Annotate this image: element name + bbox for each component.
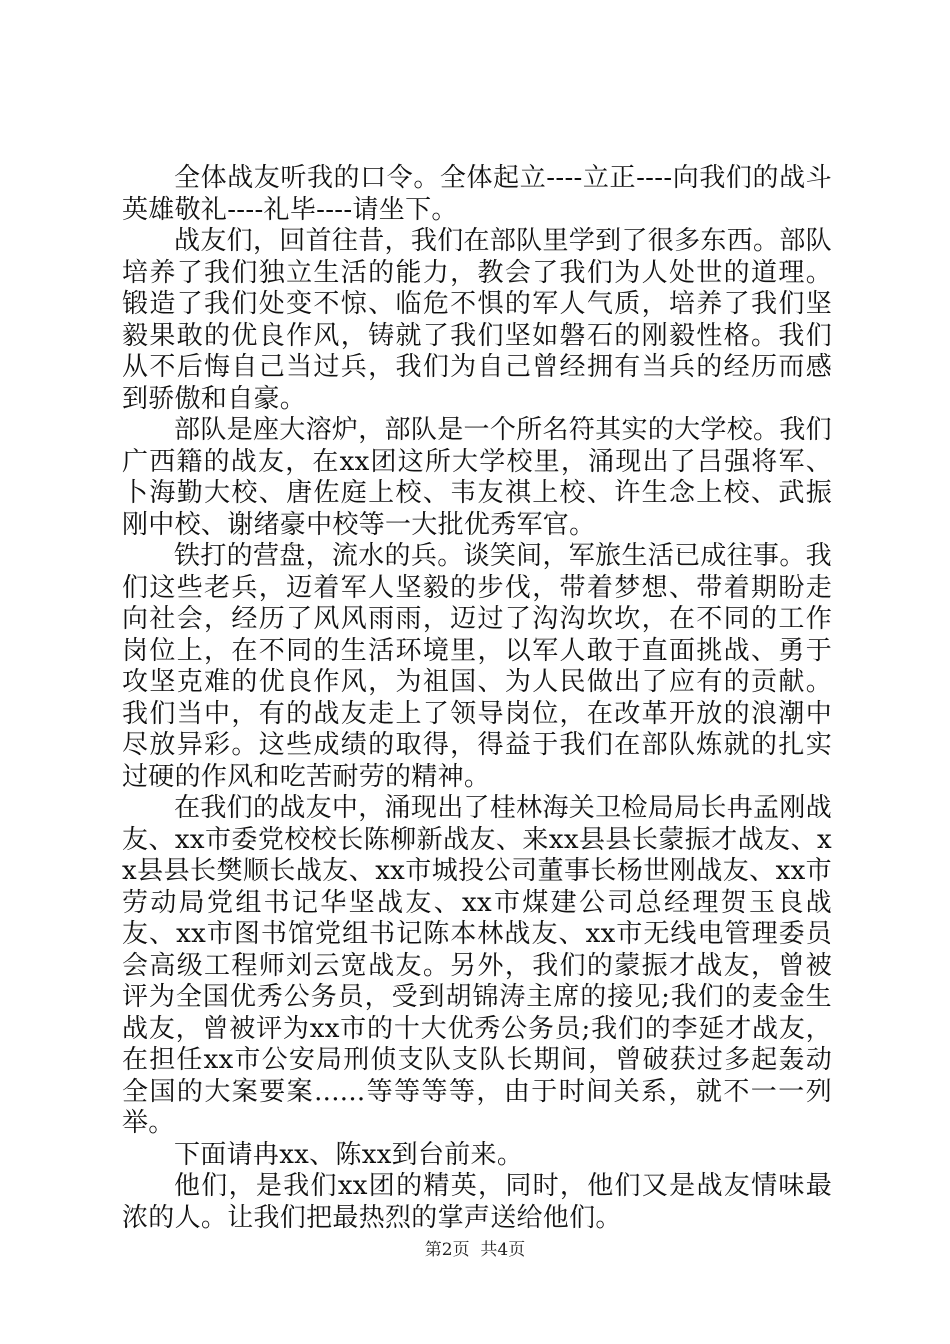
paragraph: 在我们的战友中，涌现出了桂林海关卫检局局长冉孟刚战友、xx市委党校校长陈柳新战友、来xx县县长蒙振才战友、xx县县长樊顺长战友、xx市城投公司董事长杨世刚战友、xx市劳动局党组书记华坚战友、xx市煤建公司总经理贺玉良战友、xx市图书馆党组书记陈本林战友、xx市无线电管理委员会高级工程师刘云宽战友。另外，我们的蒙振才战友，曾被评为全国优秀公务员，受到胡锦涛主席的接见;我们的麦金生战友，曾被评为xx市的十大优秀公务员;我们的李延才战友，在担任xx市公安局刑侦支队支队长期间，曾破获过多起轰动全国的大案要案......等等等等，由于时间关系，就不一一列举。 [122, 793, 832, 1138]
document-body [122, 163, 832, 1234]
paragraph: 部队是座大溶炉，部队是一个所名符其实的大学校。我们广西籍的战友，在xx团这所大学校里，涌现出了吕强将军、卜海勤大校、唐佐庭上校、韦友祺上校、许生念上校、武振刚中校、谢绪豪中校等一大批优秀军官。 [122, 415, 832, 540]
paragraph: 他们，是我们xx团的精英，同时，他们又是战友情味最浓的人。让我们把最热烈的掌声送给他们。 [122, 1171, 832, 1233]
paragraph: 下面请冉xx、陈xx到台前来。 [174, 1139, 524, 1170]
paragraph: 战友们，回首往昔，我们在部队里学到了很多东西。部队培养了我们独立生活的能力，教会了我们为人处世的道理。锻造了我们处变不惊、临危不惧的军人气质，培养了我们坚毅果敢的优良作风，铸就了我们坚如磐石的刚毅性格。我们从不后悔自己当过兵，我们为自己曾经拥有当兵的经历而感到骄傲和自豪。 [122, 226, 832, 414]
page-number: 第2页 共4页 [424, 1240, 526, 1260]
page-footer [0, 1240, 950, 1260]
paragraph: 全体战友听我的口令。全体起立----立正----向我们的战斗英雄敬礼----礼毕----请坐下。 [122, 163, 832, 225]
paragraph: 铁打的营盘，流水的兵。谈笑间，军旅生活已成往事。我们这些老兵，迈着军人坚毅的步伐，带着梦想、带着期盼走向社会，经历了风风雨雨，迈过了沟沟坎坎，在不同的工作岗位上，在不同的生活环境里，以军人敢于直面挑战、勇于攻坚克难的优良作风，为祖国、为人民做出了应有的贡献。我们当中，有的战友走上了领导岗位，在改革开放的浪潮中尽放异彩。这些成绩的取得，得益于我们在部队炼就的扎实过硬的作风和吃苦耐劳的精神。 [122, 541, 832, 792]
